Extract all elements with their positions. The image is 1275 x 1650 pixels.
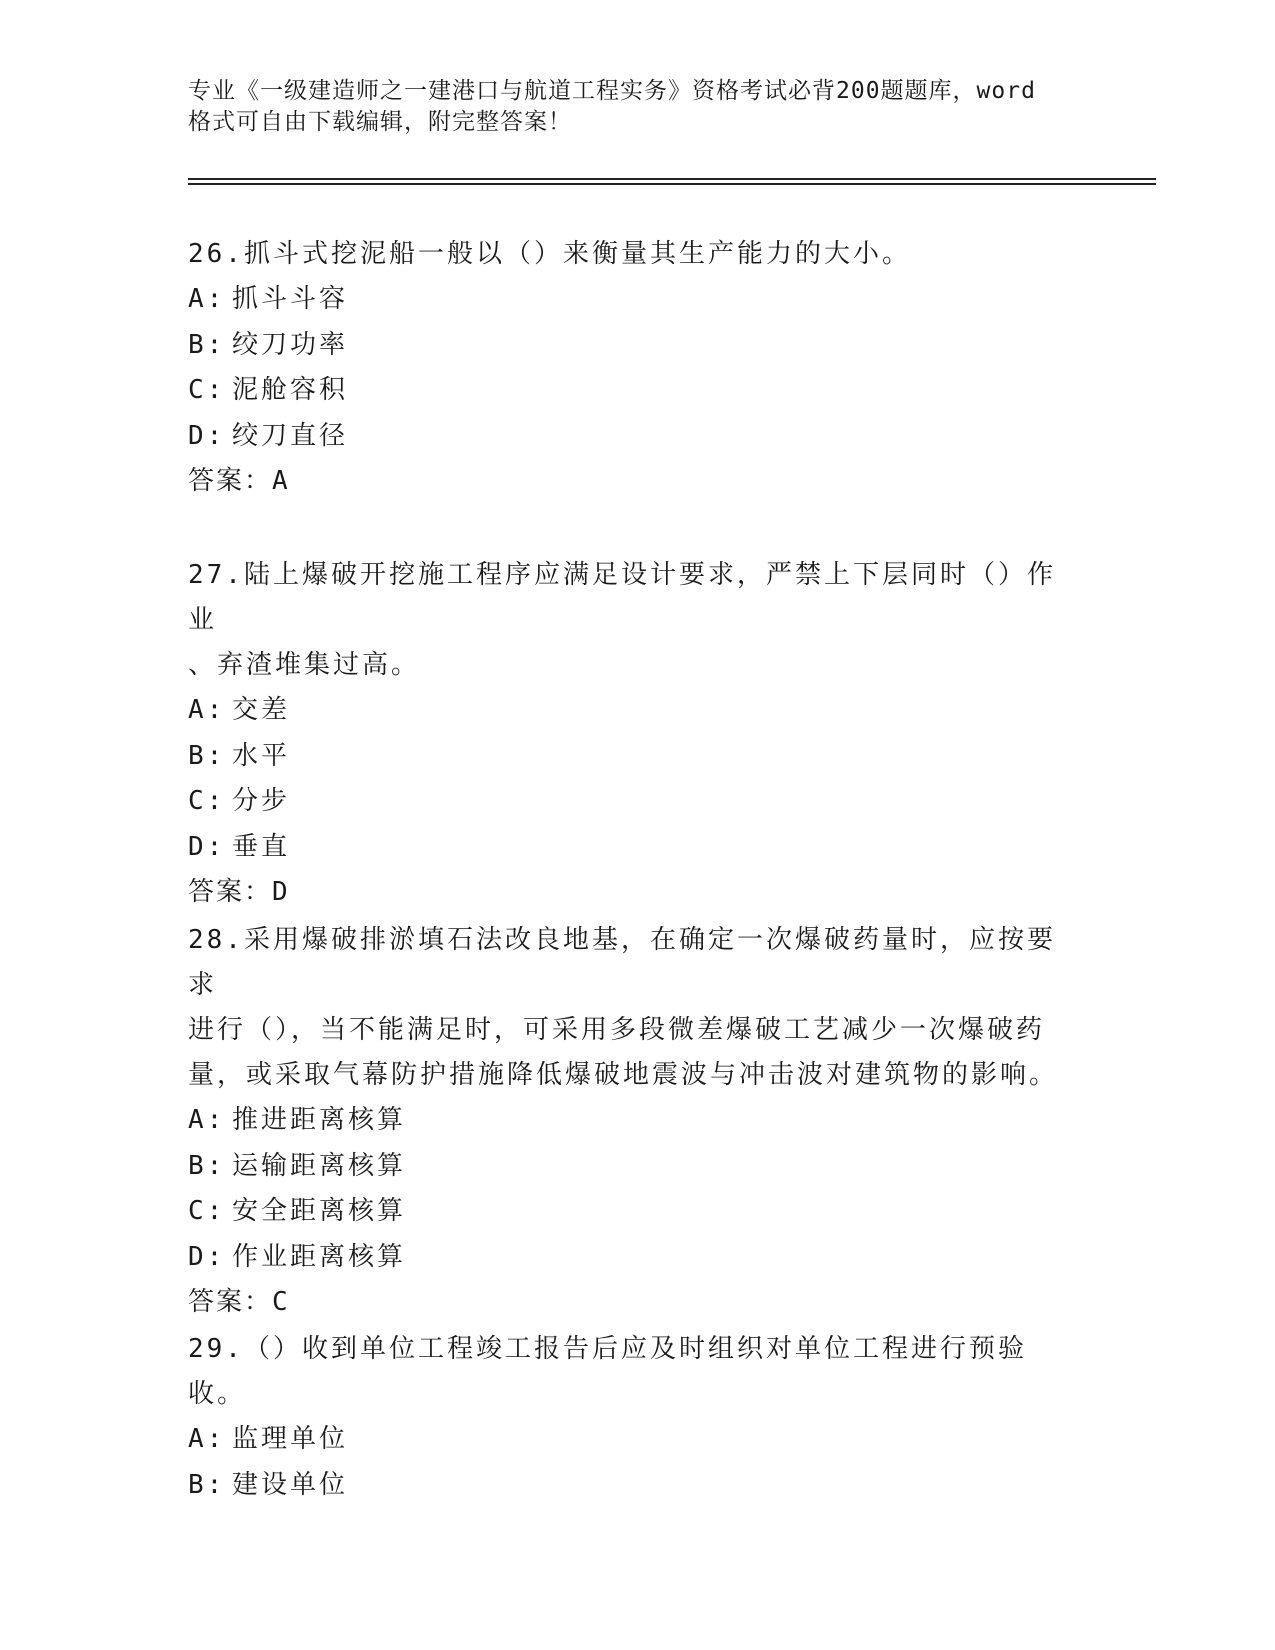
question-stem: 进行（），当不能满足时，可采用多段微差爆破工艺减少一次爆破药 [188, 1015, 1046, 1045]
option-key: D: [188, 420, 226, 451]
option-text: 作业距离核算 [232, 1241, 407, 1272]
header-line: 格式可自由下载编辑，附完整答案！ [188, 109, 572, 135]
option-a [188, 1417, 1068, 1463]
option-key: A: [188, 1424, 226, 1454]
question-stem: 27.陆上爆破开挖施工程序应满足设计要求，严禁上下层同时（）作业 [188, 560, 1056, 635]
option-text: 分步 [232, 786, 291, 816]
option-key: A: [188, 1105, 226, 1135]
question-stem: 26.抓斗式挖泥船一般以（）来衡量其生产能力的大小。 [188, 239, 911, 269]
option-c [188, 1189, 1068, 1235]
option-key: B: [188, 329, 226, 360]
answer [188, 870, 1068, 915]
header-divider [188, 183, 1156, 185]
question-stem: 29.（）收到单位工程竣工报告后应及时组织对单位工程进行预验收。 [188, 1334, 1027, 1409]
option-key: A: [188, 284, 226, 314]
option-text: 监理单位 [232, 1424, 349, 1454]
option-key: D: [188, 1241, 226, 1272]
answer [188, 1280, 1068, 1325]
option-a [188, 1098, 1068, 1144]
question-27 [188, 553, 1068, 915]
option-b [188, 734, 1068, 780]
option-key: C: [188, 375, 226, 405]
option-text: 水平 [232, 740, 291, 771]
option-b [188, 323, 1068, 369]
answer [188, 459, 1068, 504]
header-line: 专业《一级建造师之一建港口与航道工程实务》资格考试必背200题题库，word [188, 78, 1036, 104]
answer-label: 答案： [188, 1287, 273, 1317]
option-a [188, 277, 1068, 323]
header-divider [188, 178, 1156, 180]
answer-value: A [272, 466, 290, 496]
option-b [188, 1144, 1068, 1190]
question-stem: 、弃渣堆集过高。 [188, 650, 421, 680]
option-text: 推进距离核算 [232, 1105, 407, 1135]
question-28 [188, 918, 1068, 1325]
option-b [188, 1463, 1068, 1509]
option-text: 绞刀功率 [232, 329, 349, 360]
option-c [188, 779, 1068, 825]
option-d [188, 1235, 1068, 1281]
option-text: 交差 [232, 695, 291, 725]
question-stem: 量，或采取气幕防护措施降低爆破地震波与冲击波对建筑物的影响。 [188, 1060, 1059, 1090]
option-text: 运输距离核算 [232, 1150, 407, 1181]
option-text: 安全距离核算 [232, 1196, 407, 1226]
answer-value: C [272, 1287, 290, 1317]
option-d [188, 825, 1068, 871]
option-c [188, 368, 1068, 414]
option-text: 抓斗斗容 [232, 284, 349, 314]
answer-label: 答案： [188, 877, 273, 907]
option-key: B: [188, 1150, 226, 1181]
option-text: 建设单位 [232, 1469, 349, 1500]
question-stem: 28.采用爆破排淤填石法改良地基，在确定一次爆破药量时，应按要求 [188, 925, 1056, 1000]
option-key: A: [188, 695, 226, 725]
option-a [188, 688, 1068, 734]
option-key: B: [188, 740, 226, 771]
option-key: D: [188, 831, 226, 862]
question-29 [188, 1327, 1068, 1508]
option-text: 绞刀直径 [232, 420, 349, 451]
option-d [188, 414, 1068, 460]
document-header [188, 76, 1088, 138]
option-key: B: [188, 1469, 226, 1500]
option-key: C: [188, 1196, 226, 1226]
option-key: C: [188, 786, 226, 816]
answer-value: D [272, 877, 290, 907]
option-text: 泥舱容积 [232, 375, 349, 405]
option-text: 垂直 [232, 831, 291, 862]
answer-label: 答案： [188, 466, 273, 496]
question-26 [188, 232, 1068, 504]
